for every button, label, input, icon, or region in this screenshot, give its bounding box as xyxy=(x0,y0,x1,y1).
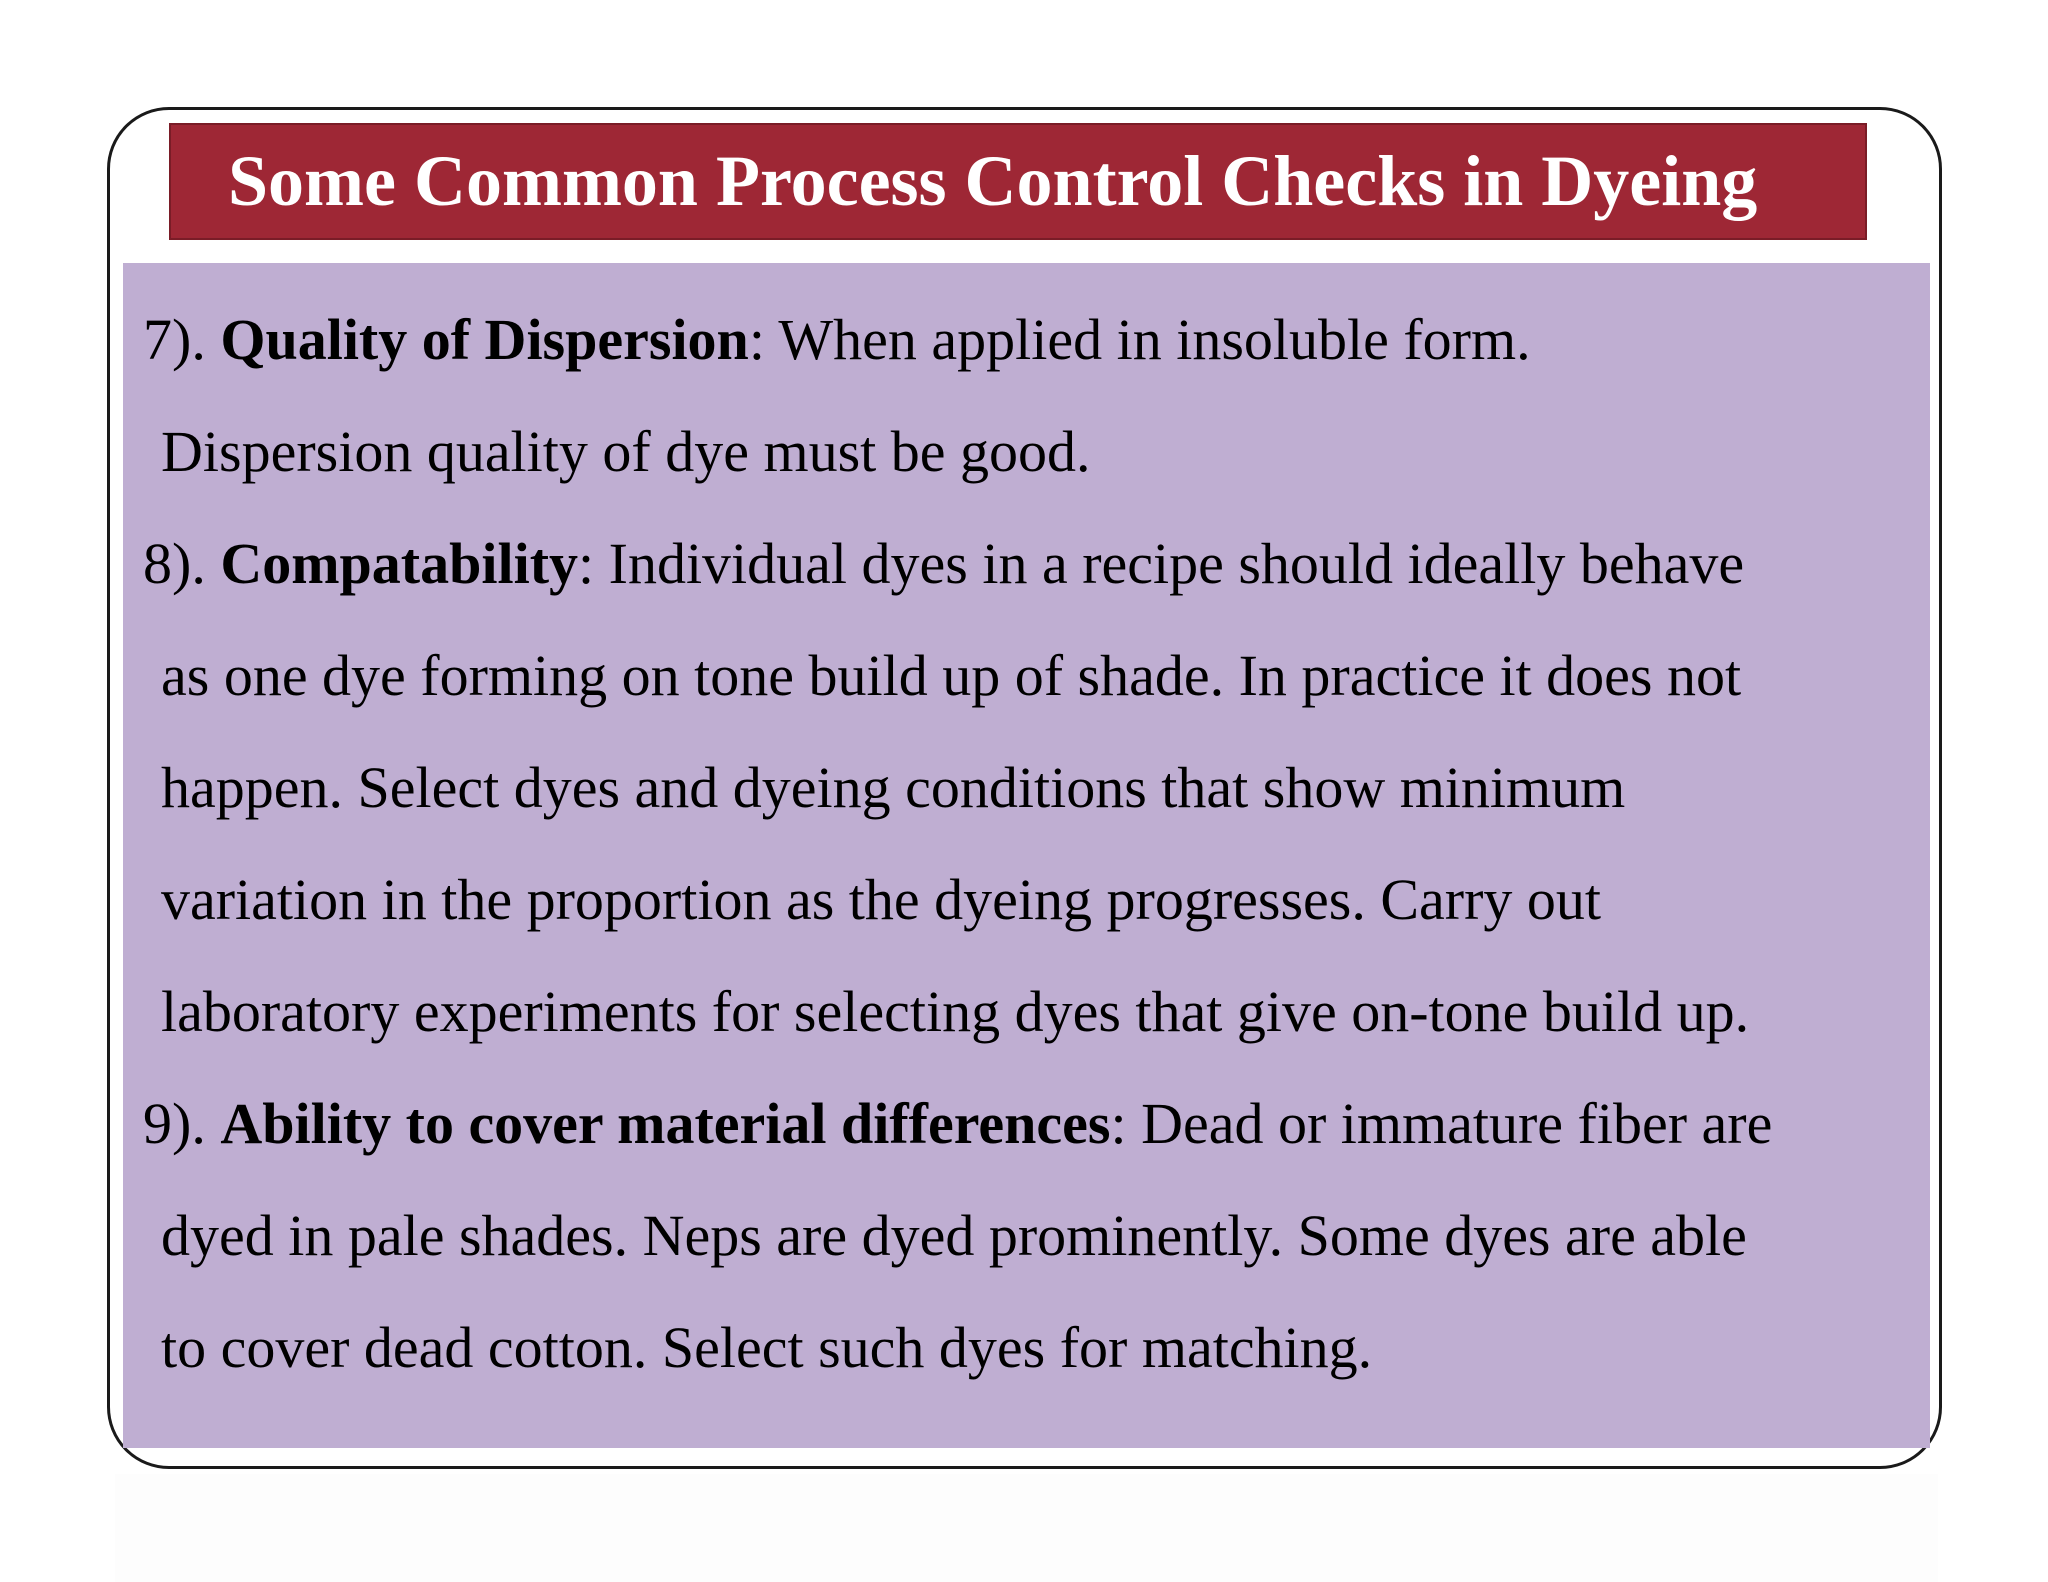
item-9-continuation-line: dyed in pale shades. Neps are dyed prominently. Some dyes are able xyxy=(161,1203,1747,1268)
item-8-continuation-line: laboratory experiments for selecting dyes that give on-tone build up. xyxy=(161,979,1750,1044)
slide-title: Some Common Process Control Checks in Dyeing xyxy=(228,141,1758,221)
item-heading: Quality of Dispersion xyxy=(220,307,749,372)
item-9-first-line xyxy=(143,1089,1772,1159)
title-bar xyxy=(169,123,1867,240)
item-heading: Ability to cover material differences xyxy=(220,1091,1111,1156)
item-heading: Compatability xyxy=(220,531,579,596)
item-text: : Dead or immature fiber are xyxy=(1110,1091,1773,1156)
item-8-first-line xyxy=(143,529,1744,599)
item-8-continuation-line: happen. Select dyes and dyeing conditions that show minimum xyxy=(161,755,1626,820)
item-number: 8). xyxy=(143,531,221,596)
item-7-first-line xyxy=(143,305,1531,375)
item-9-continuation-line: to cover dead cotton. Select such dyes for matching. xyxy=(161,1315,1373,1380)
item-7-continuation-line: Dispersion quality of dye must be good. xyxy=(161,419,1091,484)
item-number: 7). xyxy=(143,307,221,372)
item-8-continuation-line: as one dye forming on tone build up of shade. In practice it does not xyxy=(161,643,1742,708)
item-8-continuation-line: variation in the proportion as the dyeing progresses. Carry out xyxy=(161,867,1602,932)
item-number: 9). xyxy=(143,1091,221,1156)
item-text: : Individual dyes in a recipe should ideally behave xyxy=(578,531,1745,596)
item-text: : When applied in insoluble form. xyxy=(748,307,1531,372)
content-panel xyxy=(123,263,1930,1448)
footer-strip xyxy=(115,1474,1938,1582)
